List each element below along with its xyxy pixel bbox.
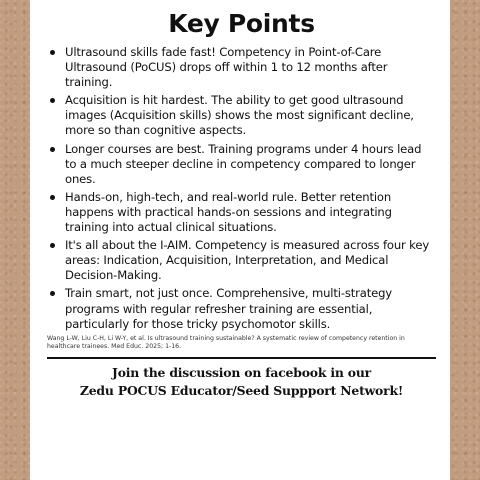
point-text: Longer courses are best. Training programs under 4 hours lead to a much steeper decline in competency compared to longer ones. [65, 141, 422, 186]
key-points-card [30, 0, 450, 480]
bullet-icon [50, 243, 55, 248]
list-item [47, 238, 436, 283]
cta-line-2: Zedu POCUS Educator/Seed Suppport Network! [79, 382, 404, 398]
bullet-icon [50, 195, 55, 200]
bullet-icon [50, 98, 55, 103]
citation: Wang L-W, Liu C-H, Li W-Y, et al. Is ultrasound training sustainable? A systematic review of competency retention in healthcare trainees. Med Educ. 2025; 1-16. [47, 334, 405, 350]
list-item [47, 142, 436, 187]
bullet-icon [50, 50, 55, 55]
point-text: Train smart, not just once. Comprehensive, multi-strategy programs with regular refresher training are essential, particularly for those tricky psychomotor skills. [65, 286, 393, 331]
point-text: It's all about the I-AIM. Competency is measured across four key areas: Indication, Acquisition, Interpretation, and Medical Decision-Making. [65, 238, 430, 283]
bullet-icon [50, 291, 55, 296]
key-points-list [47, 45, 436, 332]
cta-line-1: Join the discussion on facebook in our [112, 364, 371, 380]
page-title: Key Points [168, 9, 315, 38]
bullet-icon [50, 147, 55, 152]
divider [47, 357, 436, 359]
list-item [47, 190, 436, 235]
point-text: Acquisition is hit hardest. The ability to get good ultrasound images (Acquisition skills) shows the most significant decline, more so than cognitive aspects. [65, 93, 414, 138]
list-item [47, 93, 436, 138]
point-text: Hands-on, high-tech, and real-world rule. Better retention happens with practical hands-on sessions and integrating training into actual clinical situations. [65, 189, 392, 235]
list-item [47, 286, 436, 331]
list-item [47, 45, 436, 90]
point-text: Ultrasound skills fade fast! Competency in Point-of-Care Ultrasound (PoCUS) drops off within 1 to 12 months after training. [65, 45, 388, 90]
call-to-action [47, 364, 436, 400]
